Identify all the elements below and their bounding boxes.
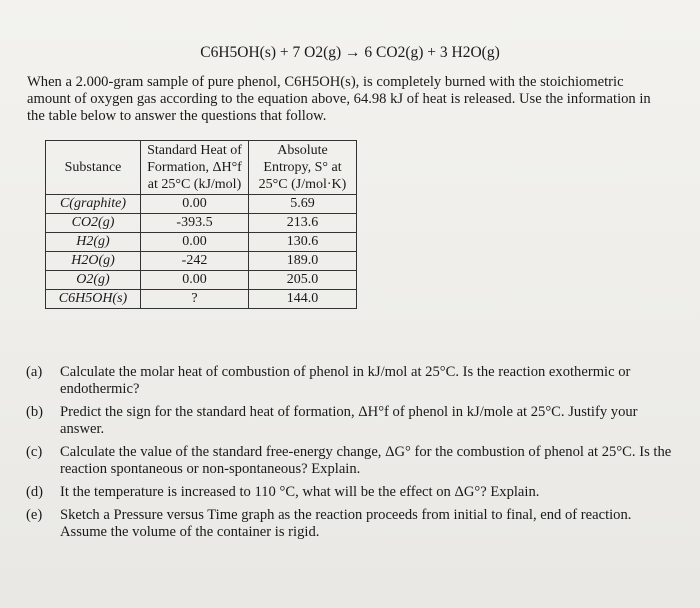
- intro-paragraph: When a 2.000-gram sample of pure phenol, C6H5OH(s), is completely burned with the stoichiometric amount of oxygen gas according to the equation above, 64.98 kJ of heat is released. Use the information in the table below to answer the questions that follow.: [27, 74, 651, 124]
- table-row: [46, 252, 357, 271]
- table-row: [46, 271, 357, 290]
- entropy-cell: 5.69: [249, 195, 357, 214]
- question-letter: (c): [26, 444, 43, 460]
- substance-cell: C(graphite): [46, 195, 141, 214]
- table-row: [46, 290, 357, 309]
- question-item: [26, 444, 676, 478]
- question-item: [26, 484, 676, 501]
- question-item: [26, 507, 676, 541]
- substance-cell: CO2(g): [46, 214, 141, 233]
- heat-cell: ?: [141, 290, 249, 309]
- table-row: [46, 214, 357, 233]
- question-text: Calculate the value of the standard free-energy change, ΔG° for the combustion of phenol at 25°C. Is the reaction spontaneous or non-spontaneous? Explain.: [60, 444, 672, 477]
- question-letter: (d): [26, 484, 44, 500]
- header-substance: Substance: [46, 141, 141, 195]
- heat-cell: 0.00: [141, 195, 249, 214]
- question-text: Sketch a Pressure versus Time graph as the reaction proceeds from initial to final, end of reaction. Assume the volume of the container is rigid.: [60, 507, 632, 540]
- question-text: Calculate the molar heat of combustion of phenol in kJ/mol at 25°C. Is the reaction exothermic or endothermic?: [60, 364, 631, 397]
- entropy-cell: 205.0: [249, 271, 357, 290]
- table-header-row: [46, 141, 357, 195]
- substance-cell: O2(g): [46, 271, 141, 290]
- substance-cell: C6H5OH(s): [46, 290, 141, 309]
- question-item: [26, 404, 676, 438]
- question-letter: (b): [26, 404, 44, 420]
- thermo-data-table: [45, 140, 357, 309]
- question-letter: (a): [26, 364, 43, 380]
- table-row: [46, 195, 357, 214]
- substance-cell: H2(g): [46, 233, 141, 252]
- entropy-cell: 189.0: [249, 252, 357, 271]
- header-absolute-entropy: Absolute Entropy, S° at 25°C (J/mol·K): [249, 141, 357, 195]
- header-heat-of-formation: Standard Heat of Formation, ΔH°f at 25°C (kJ/mol): [141, 141, 249, 195]
- substance-cell: H2O(g): [46, 252, 141, 271]
- heat-cell: -393.5: [141, 214, 249, 233]
- entropy-cell: 213.6: [249, 214, 357, 233]
- heat-cell: -242: [141, 252, 249, 271]
- reaction-equation: C6H5OH(s) + 7 O2(g) → 6 CO2(g) + 3 H2O(g): [200, 44, 500, 61]
- question-text: Predict the sign for the standard heat of formation, ΔH°f of phenol in kJ/mole at 25°C. Justify your answer.: [60, 404, 638, 437]
- entropy-cell: 130.6: [249, 233, 357, 252]
- heat-cell: 0.00: [141, 271, 249, 290]
- table-row: [46, 233, 357, 252]
- question-letter: (e): [26, 507, 43, 523]
- heat-cell: 0.00: [141, 233, 249, 252]
- question-list: [26, 364, 676, 547]
- entropy-cell: 144.0: [249, 290, 357, 309]
- question-item: [26, 364, 676, 398]
- question-text: It the temperature is increased to 110 °C, what will be the effect on ΔG°? Explain.: [60, 484, 540, 500]
